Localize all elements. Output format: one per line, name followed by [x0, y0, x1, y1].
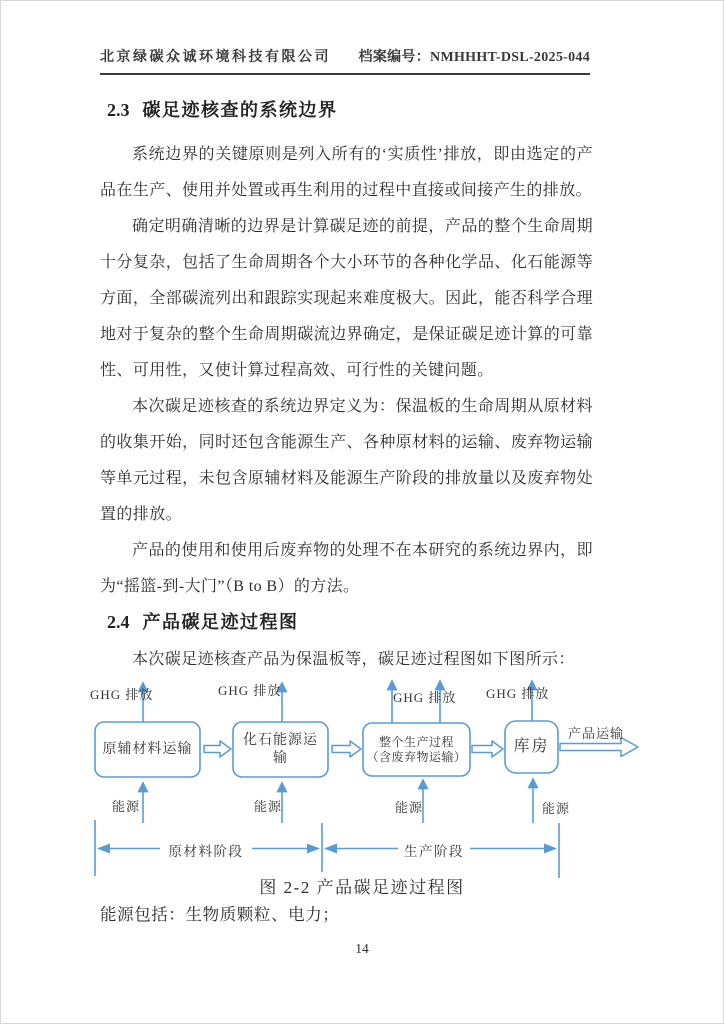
box3-line2: （含废弃物运输）: [366, 749, 467, 764]
ghg-label-4: GHG 排放: [486, 686, 550, 701]
energy-label-1: 能源: [112, 799, 141, 814]
page-header: [100, 46, 590, 75]
product-transport-label: 产品运输: [568, 726, 625, 741]
paragraph-4: 产品的使用和使用后废弃物的处理不在本研究的系统边界内，即为“摇篮-到-大门”（B to B）的方法。: [100, 542, 593, 595]
flow-box-warehouse: 库房: [513, 738, 550, 755]
stage-label-raw-material: 原材料阶段: [160, 840, 252, 860]
section-number: 2.4: [107, 612, 130, 632]
energy-label-3: 能源: [395, 800, 424, 815]
figure-caption: 图 2-2 产品碳足迹过程图: [259, 878, 465, 897]
ghg-label-2: GHG 排放: [218, 683, 282, 698]
energy-note: 能源包括：生物质颗粒、电力；: [100, 905, 340, 924]
paragraph-3: 本次碳足迹核查的系统边界定义为：保温板的生命周期从原材料的收集开始，同时还包含能源生产、各种原材料的运输、废弃物运输等单元过程，未包含原辅材料及能源生产阶段的排放量以及废弃物处置的排放。: [100, 398, 593, 523]
paragraph-1: 系统边界的关键原则是列入所有的‘实质性’排放，即由选定的产品在生产、使用并处置或再生利用的过程中直接或间接产生的排放。: [100, 146, 593, 199]
section-number: 2.3: [107, 100, 130, 120]
section-title: 产品碳足迹过程图: [142, 612, 299, 632]
process-flow-diagram: [0, 668, 724, 928]
section-title: 碳足迹核查的系统边界: [142, 100, 338, 120]
section-heading-2-3: [100, 98, 593, 122]
company-name: 北京绿碳众诚环境科技有限公司: [100, 50, 331, 65]
flow-box-raw-material-transport: 原辅材料运输: [102, 741, 193, 757]
doc-number: 档案编号：NMHHHT-DSL-2025-044: [358, 50, 590, 65]
flow-box-label: [243, 732, 318, 767]
page-number: 14: [355, 941, 369, 956]
flow-box-fossil-energy-transport: [233, 722, 328, 777]
energy-label-2: 能源: [254, 799, 283, 814]
energy-input-arrows: [143, 780, 533, 823]
ghg-label-1: GHG 排放: [90, 687, 154, 702]
ghg-emission-arrows: [143, 682, 532, 723]
box2-line2: 输: [273, 750, 288, 766]
box3-line1: 整个生产过程: [378, 734, 454, 749]
energy-label-4: 能源: [542, 801, 571, 816]
ghg-label-3: GHG 排放: [393, 690, 457, 705]
flow-box-label: [366, 735, 466, 765]
box2-line1: 化石能源运: [243, 733, 318, 748]
flow-box-production-process: [363, 723, 470, 776]
section-heading-2-4: [100, 610, 593, 634]
intro-paragraph: 本次碳足迹核查产品为保温板等，碳足迹过程图如下图所示：: [132, 651, 575, 668]
body-text: [100, 98, 593, 678]
paragraph-2: 确定明确清晰的边界是计算碳足迹的前提，产品的整个生命周期十分复杂，包括了生命周期各个大小环节的各种化学品、化石能源等方面，全部碳流列出和跟踪实现起来难度极大。因此，能否科学合理地对于复杂的整个生命周期碳流边界确定，是保证碳足迹计算的可靠性、可用性，又使计算过程高效、可行性的关键问题。: [100, 218, 593, 379]
stage-label-production: 生产阶段: [398, 840, 470, 860]
